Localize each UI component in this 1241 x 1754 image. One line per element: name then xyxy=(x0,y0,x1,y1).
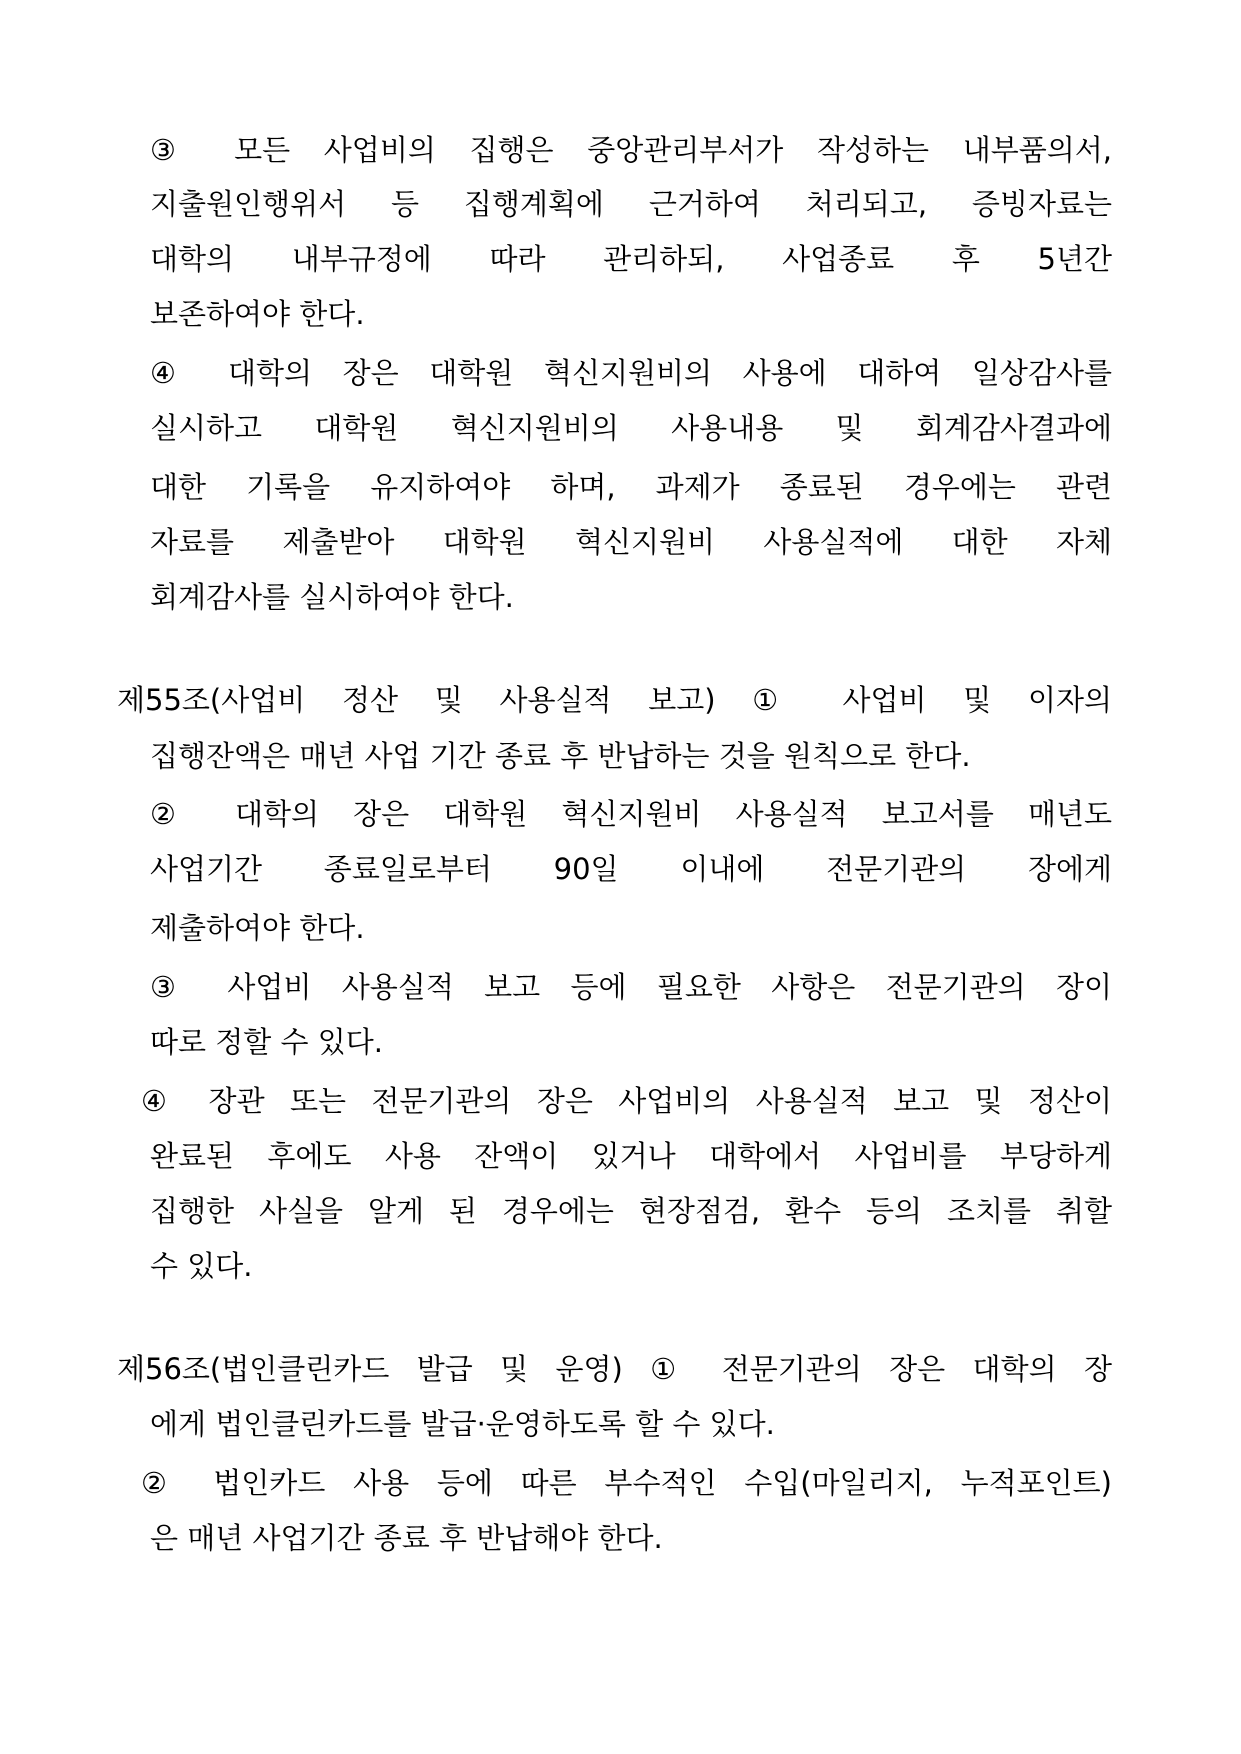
art54-para3-line3: 대학의 내부규정에 따라 관리하되, 사업종료 후 5년간 xyxy=(150,242,1112,276)
art55-para3-line1: ③ 사업비 사용실적 보고 등에 필요한 사항은 전문기관의 장이 xyxy=(150,970,1112,1004)
art54-para4-line4: 자료를 제출받아 대학원 혁신지원비 사용실적에 대한 자체 xyxy=(150,525,1112,559)
art55-para2-line3: 제출하여야 한다. xyxy=(150,911,365,945)
art55-para1-line2: 집행잔액은 매년 사업 기간 종료 후 반납하는 것을 원칙으로 한다. xyxy=(150,739,971,773)
art55-para4-line3: 집행한 사실을 알게 된 경우에는 현장점검, 환수 등의 조치를 취할 xyxy=(150,1194,1112,1228)
art55-para4-line4: 수 있다. xyxy=(150,1249,253,1283)
art55-heading: 제55조(사업비 정산 및 사용실적 보고) ① 사업비 및 이자의 xyxy=(117,683,1112,717)
art54-para3-line2: 지출원인행위서 등 집행계획에 근거하여 처리되고, 증빙자료는 xyxy=(150,187,1112,221)
art55-para4-line1: ④ 장관 또는 전문기관의 장은 사업비의 사용실적 보고 및 정산이 xyxy=(141,1084,1112,1118)
art54-para4-line5: 회계감사를 실시하여야 한다. xyxy=(150,580,514,614)
art54-para4-line2: 실시하고 대학원 혁신지원비의 사용내용 및 회계감사결과에 xyxy=(150,411,1112,445)
art56-para1-line2: 에게 법인클린카드를 발급·운영하도록 할 수 있다. xyxy=(150,1407,775,1441)
art56-para2-line1: ② 법인카드 사용 등에 따른 부수적인 수입(마일리지, 누적포인트) xyxy=(141,1466,1112,1500)
art55-para3-line2: 따로 정할 수 있다. xyxy=(150,1025,383,1059)
art54-para3-line1: ③ 모든 사업비의 집행은 중앙관리부서가 작성하는 내부품의서, xyxy=(150,133,1112,167)
art56-heading: 제56조(법인클린카드 발급 및 운영) ① 전문기관의 장은 대학의 장 xyxy=(117,1352,1112,1386)
art54-para3-line4: 보존하여야 한다. xyxy=(150,297,365,331)
art56-para2-line2: 은 매년 사업기간 종료 후 반납해야 한다. xyxy=(150,1521,663,1555)
art55-para2-line1: ② 대학의 장은 대학원 혁신지원비 사용실적 보고서를 매년도 xyxy=(150,797,1112,831)
art54-para4-line1: ④ 대학의 장은 대학원 혁신지원비의 사용에 대하여 일상감사를 xyxy=(150,356,1112,390)
art55-para2-line2: 사업기간 종료일로부터 90일 이내에 전문기관의 장에게 xyxy=(150,852,1112,886)
art55-para4-line2: 완료된 후에도 사용 잔액이 있거나 대학에서 사업비를 부당하게 xyxy=(150,1139,1112,1173)
art54-para4-line3: 대한 기록을 유지하여야 하며, 과제가 종료된 경우에는 관련 xyxy=(150,470,1112,504)
